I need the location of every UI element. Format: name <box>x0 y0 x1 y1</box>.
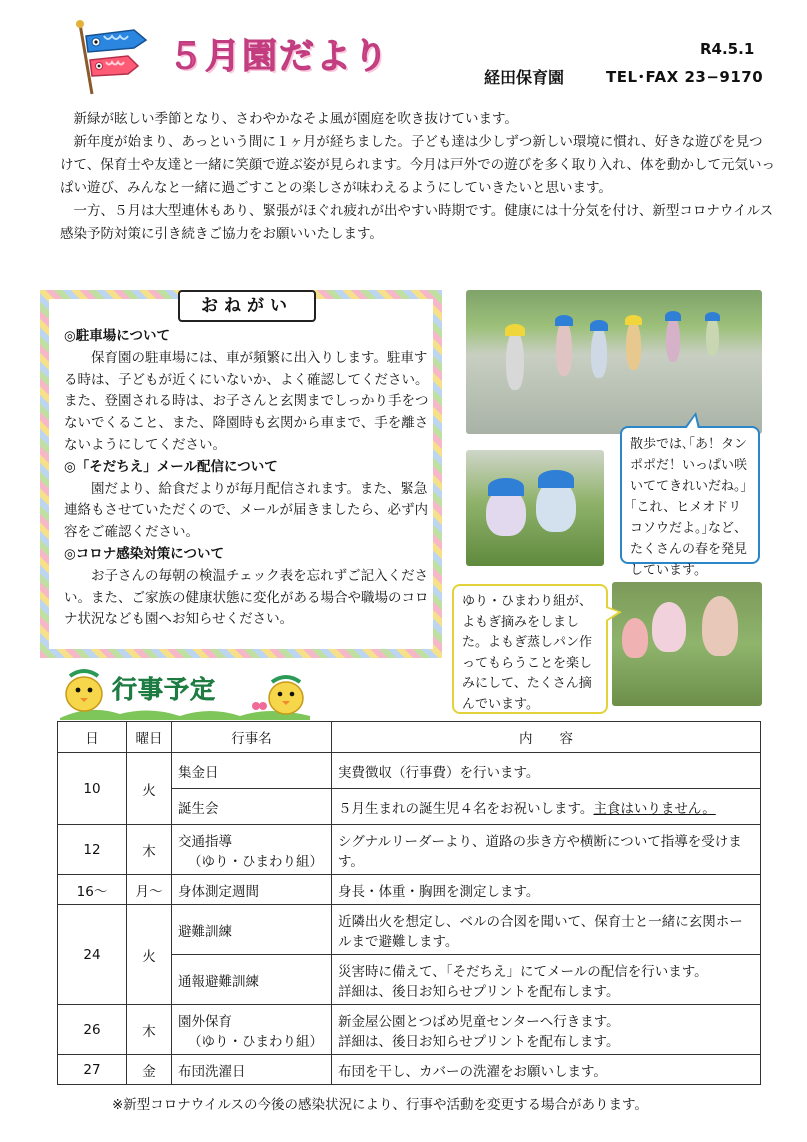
event-sub: （ゆり・ひまわり組） <box>188 853 323 870</box>
content-underlined: 主食はいりません。 <box>593 800 716 817</box>
onegai-text: 保育園の駐車場には、車が頻繁に出入りします。駐車する時は、子どもが近くにいないか、よく確認してください。また、登園される時は、お子さんと玄関までしっかり手をつないでくること、また、降園時も玄関から車まで、手を離さないようにしてください。 <box>64 349 429 453</box>
day-cell: 26 <box>58 1005 127 1055</box>
event-cell: 誕生会 <box>172 789 332 825</box>
onegai-heading: ◎駐車場について <box>64 328 171 344</box>
content-text: 災害時に備えて、「そだちえ」にてメールの配信を行います。 <box>338 963 708 980</box>
onegai-text: 園だより、給食だよりが毎月配信されます。また、緊急連絡もさせていただくので、メールが届きましたら、必ず内容をご確認ください。 <box>64 480 428 541</box>
weekday-cell: 月〜 <box>127 875 172 905</box>
content-cell: 布団を干し、カバーの洗濯をお願いします。 <box>332 1055 761 1085</box>
content-cell: シグナルリーダーより、道路の歩き方や横断について指導を受けます。 <box>332 825 761 875</box>
content-cell <box>332 789 761 825</box>
walk-caption: 散歩では､｢あ！タンポポだ！いっぱい咲いててきれいだね｡｣｢これ、ヒメオドリコソウだよ｡｣など、たくさんの春を発見しています。 <box>620 426 760 564</box>
event-cell: 身体測定週間 <box>172 875 332 905</box>
event-cell: 集金日 <box>172 753 332 789</box>
table-row <box>58 875 761 905</box>
event-name: 交通指導 <box>178 833 232 850</box>
intro-text <box>60 108 775 246</box>
event-cell: 避難訓練 <box>172 905 332 955</box>
onegai-heading: ◎「そだちえ」メール配信について <box>64 458 278 475</box>
yomogi-caption: ゆり・ひまわり組が、よもぎ摘みをしました。よもぎ蒸しパン作ってもらうことを楽しみにして、たくさん摘んでいます。 <box>452 584 608 714</box>
intro-paragraph: 新年度が始まり、あっという間に１ヶ月が経ちました。子ども達は少しずつ新しい環境に慣れ、好きな遊びを見つけて、保育士や友達と一緒に笑顔で遊ぶ姿が見られます。今月は戸外での遊びを多く取り入れ、体を動かして元気いっぱい遊び、みんなと一緒に過ごすことの楽しさが味わえるようにしていきたいと思います。 <box>60 134 775 196</box>
column-header: 内 容 <box>332 722 761 753</box>
content-cell <box>332 955 761 1005</box>
weekday-cell: 木 <box>127 1005 172 1055</box>
content-cell: 実費徴収（行事費）を行います。 <box>332 753 761 789</box>
content-text: 詳細は、後日お知らせプリントを配布します。 <box>338 983 620 1000</box>
issue-date: R4.5.1 <box>700 40 755 58</box>
content-cell: 近隣出火を想定し、ベルの合図を聞いて、保育士と一緒に玄関ホールまで避難します。 <box>332 905 761 955</box>
weekday-cell: 火 <box>127 905 172 1005</box>
event-sub: （ゆり・ひまわり組） <box>188 1033 323 1050</box>
day-cell: 16〜 <box>58 875 127 905</box>
yomogi-photo <box>612 582 762 706</box>
day-cell: 27 <box>58 1055 127 1085</box>
content-text: 新金屋公園とつばめ児童センターへ行きます。 <box>338 1013 620 1030</box>
flower-photo <box>466 450 604 566</box>
onegai-text: お子さんの毎朝の検温チェック表を忘れずご記入ください。また、ご家族の健康状態に変化がある場合や職場のコロナ状況なども園へお知らせください。 <box>64 567 429 628</box>
table-header-row <box>58 722 761 753</box>
schedule-banner: 行事予定 <box>112 675 217 704</box>
event-cell <box>172 1005 332 1055</box>
content-text: ５月生まれの誕生児４名をお祝いします。 <box>338 800 594 817</box>
schedule-table <box>57 721 761 1085</box>
day-cell: 10 <box>58 753 127 825</box>
column-header: 日 <box>58 722 127 753</box>
day-cell: 24 <box>58 905 127 1005</box>
table-row <box>58 753 761 789</box>
school-name: 経田保育園 <box>484 68 565 87</box>
weekday-cell: 金 <box>127 1055 172 1085</box>
intro-paragraph: 新緑が眩しい季節となり、さわやかなそよ風が園庭を吹き抜けています。 <box>73 111 518 127</box>
content-cell: 身長・体重・胸囲を測定します。 <box>332 875 761 905</box>
table-row <box>58 1055 761 1085</box>
column-header: 曜日 <box>127 722 172 753</box>
onegai-heading: ◎コロナ感染対策について <box>64 545 225 562</box>
table-row <box>58 1005 761 1055</box>
event-cell: 通報避難訓練 <box>172 955 332 1005</box>
walk-photo <box>466 290 762 434</box>
table-row <box>58 825 761 875</box>
table-row <box>58 905 761 955</box>
event-cell: 布団洗濯日 <box>172 1055 332 1085</box>
content-cell <box>332 1005 761 1055</box>
day-cell: 12 <box>58 825 127 875</box>
intro-paragraph: 一方、５月は大型連休もあり、緊張がほぐれ疲れが出やすい時期です。健康には十分気を付け、新型コロナウイルス感染予防対策に引き続きご協力をお願いいたします。 <box>60 203 774 242</box>
tel-fax: TEL･FAX 23−9170 <box>606 68 764 86</box>
event-cell <box>172 825 332 875</box>
weekday-cell: 火 <box>127 753 172 825</box>
column-header: 行事名 <box>172 722 332 753</box>
onegai-title: おねがい <box>178 290 316 322</box>
koinobori-icon <box>72 18 152 96</box>
onegai-body <box>64 326 436 631</box>
weekday-cell: 木 <box>127 825 172 875</box>
footnote: ※新型コロナウイルスの今後の感染状況により、行事や活動を変更する場合があります。 <box>112 1097 648 1113</box>
newsletter-title: ５月園だより <box>168 37 391 77</box>
content-text: 詳細は、後日お知らせプリントを配布します。 <box>338 1033 620 1050</box>
event-name: 園外保育 <box>178 1013 232 1030</box>
